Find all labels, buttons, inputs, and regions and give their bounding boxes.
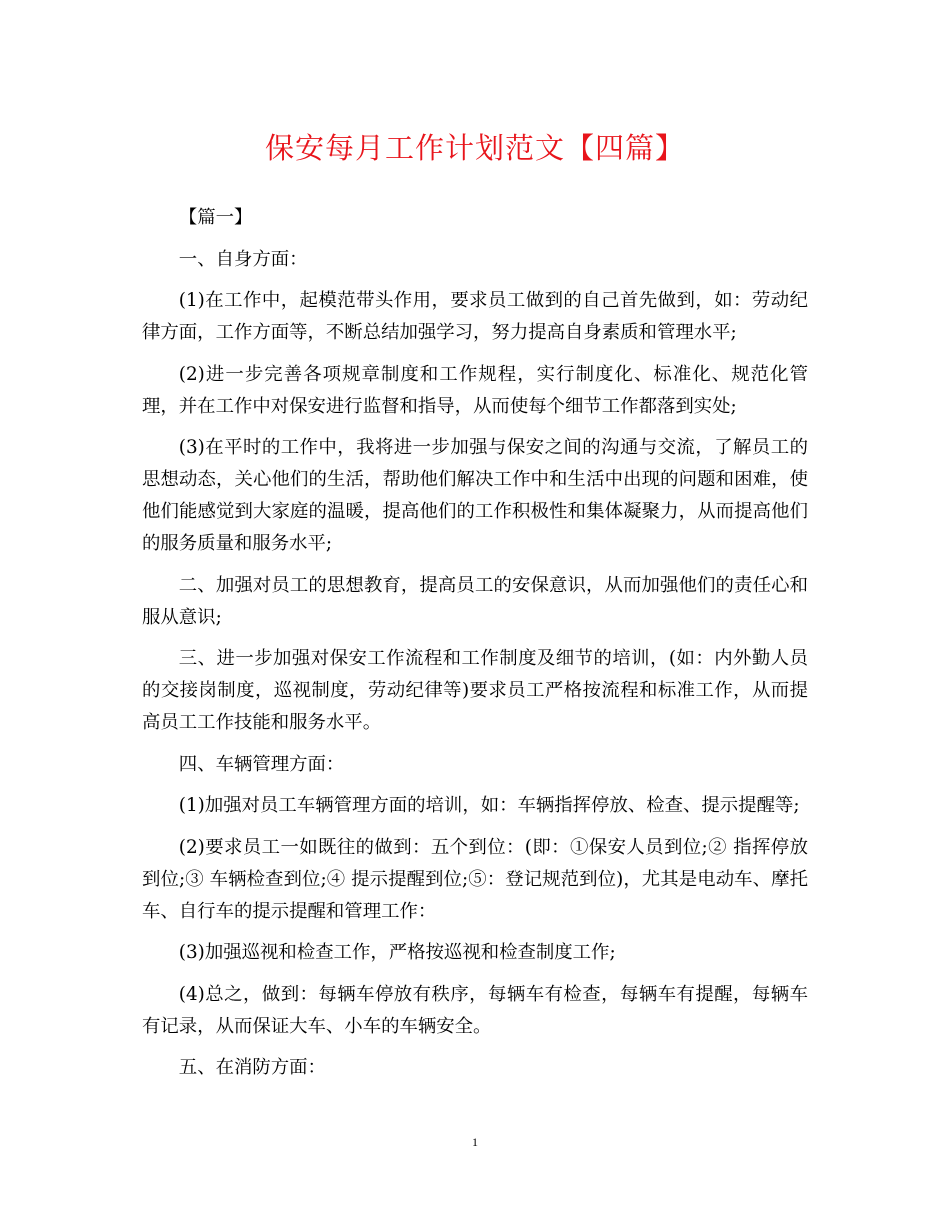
paragraph-self-2: (2)进一步完善各项规章制度和工作规程，实行制度化、标准化、规范化管理，并在工作中对保安进行监督和指导，从而使每个细节工作都落到实处; — [142, 363, 808, 417]
paragraph-vehicle-4: (4)总之，做到：每辆车停放有秩序，每辆车有检查，每辆车有提醒，每辆车有记录，从而保证大车、小车的车辆安全。 — [142, 983, 808, 1037]
paragraph-vehicle-3: (3)加强巡视和检查工作，严格按巡视和检查制度工作; — [178, 942, 616, 963]
document-body — [142, 202, 808, 1094]
paragraph-self-1: (1)在工作中，起模范带头作用，要求员工做到的自己首先做到，如：劳动纪律方面，工作方面等，不断总结加强学习，努力提高自身素质和管理水平; — [142, 290, 808, 343]
paragraph-self-3: (3)在平时的工作中，我将进一步加强与保安之间的沟通与交流，了解员工的思想动态，关心他们的生活，帮助他们解决工作中和生活中出现的问题和困难，使他们能感觉到大家庭的温暖，提高他们的工作积极性和集体凝聚力，从而提高他们的服务质量和服务水平; — [142, 437, 808, 554]
section-heading-part-one: 【篇一】 — [178, 207, 253, 228]
heading-fire-protection: 五、在消防方面： — [178, 1057, 326, 1078]
paragraph-training: 三、进一步加强对保安工作流程和工作制度及细节的培训，(如：内外勤人员的交接岗制度，巡视制度，劳动纪律等)要求员工严格按流程和标准工作，从而提高员工工作技能和服务水平。 — [142, 648, 808, 733]
paragraph-vehicle-2: (2)要求员工一如既往的做到：五个到位：(即：①保安人员到位;② 指挥停放到位;③ 车辆检查到位;④ 提示提醒到位;⑤：登记规范到位)，尤其是电动车、摩托车、自行车的提示提醒和管理工作： — [142, 836, 808, 922]
heading-vehicle-management: 四、车辆管理方面： — [178, 753, 345, 775]
paragraph-education: 二、加强对员工的思想教育，提高员工的安保意识，从而加强他们的责任心和服从意识; — [142, 574, 808, 628]
page-number: 1 — [472, 1135, 478, 1149]
document-title: 保安每月工作计划范文【四篇】 — [264, 131, 685, 165]
heading-self-aspect: 一、自身方面： — [178, 248, 308, 270]
paragraph-vehicle-1: (1)加强对员工车辆管理方面的培训，如：车辆指挥停放、检查、提示提醒等; — [178, 795, 800, 816]
